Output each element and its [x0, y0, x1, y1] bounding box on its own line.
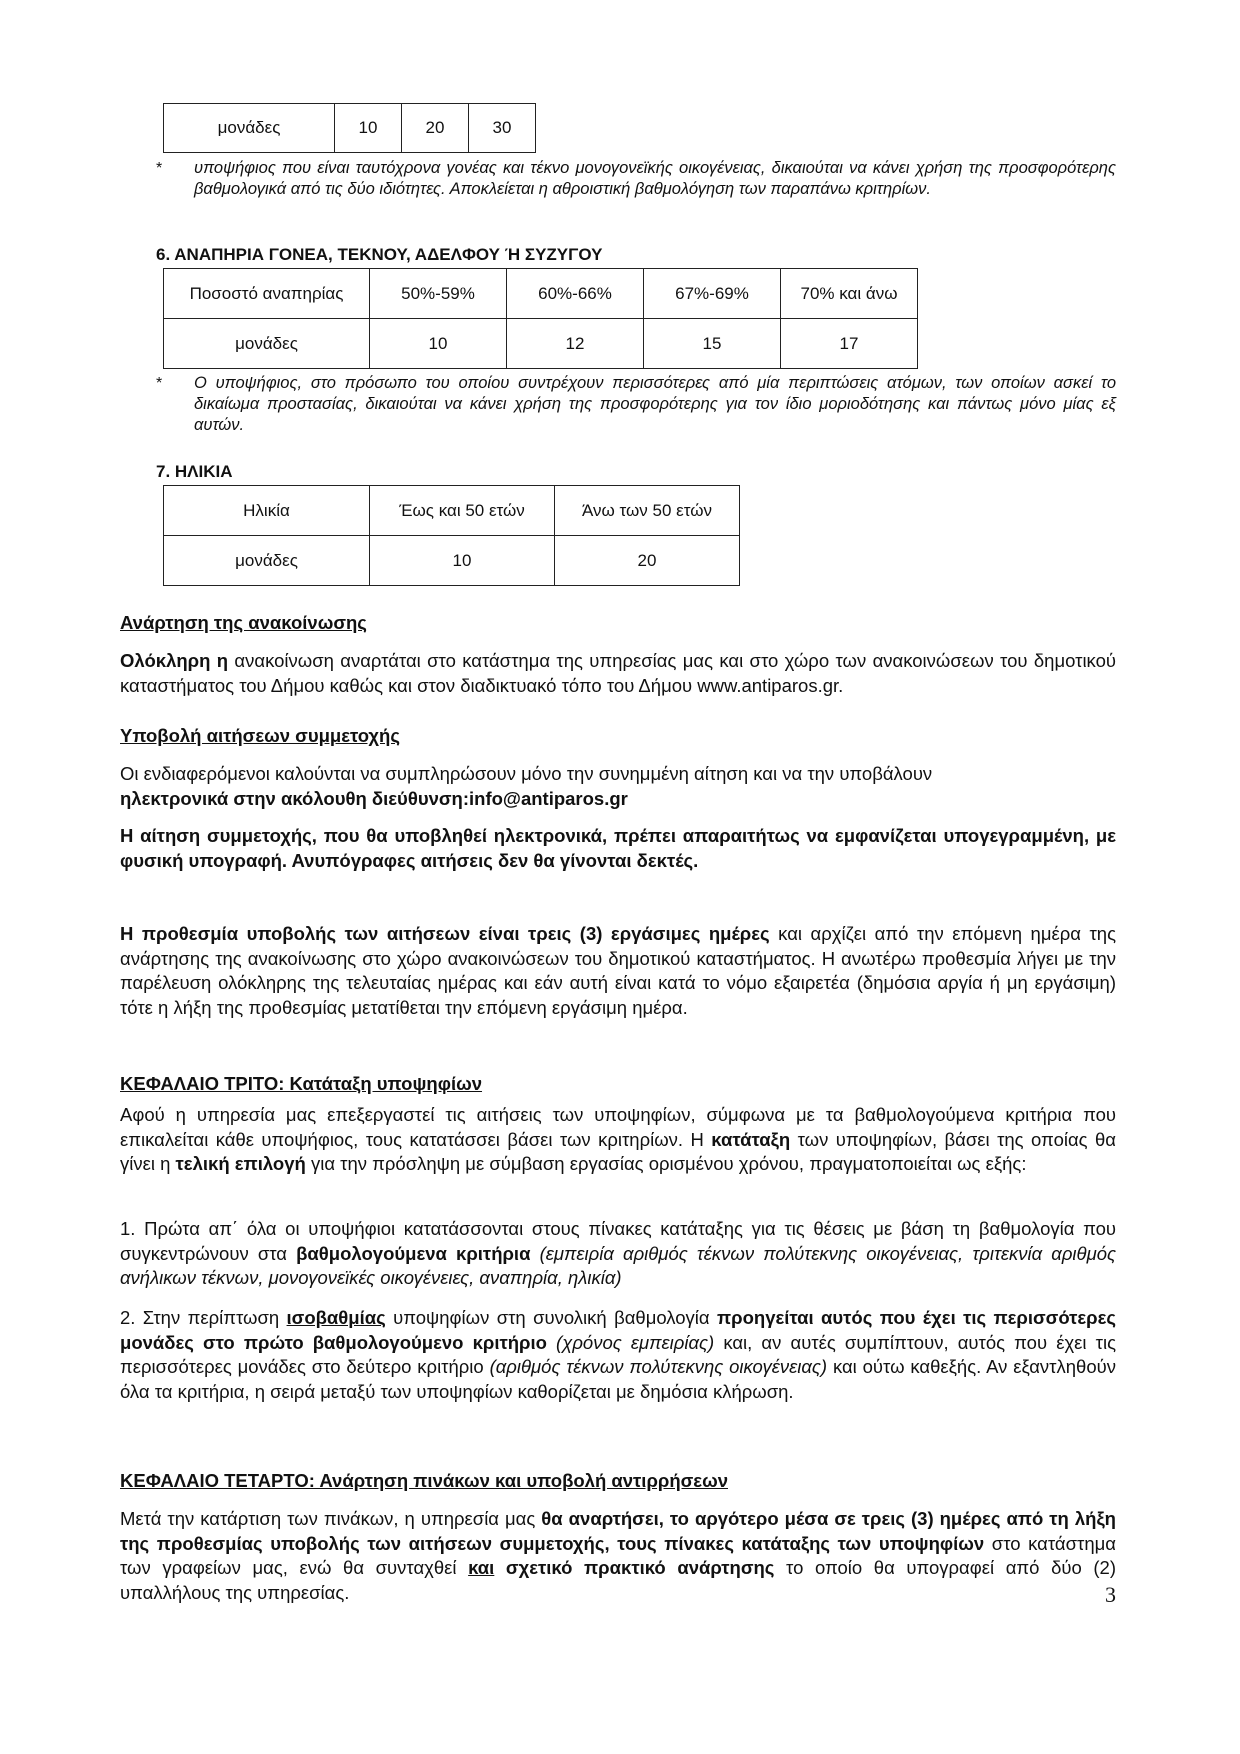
chapter3-paragraph-1: [120, 1103, 1116, 1177]
announcement-paragraph: [120, 649, 1116, 698]
table-cell: Έως και 50 ετών: [370, 486, 555, 536]
text-run: των υποψηφίων, βάσει της οποίας θα γίνει η: [120, 1128, 1116, 1174]
text-run: 1. Πρώτα απ΄ όλα οι υποψήφιοι κατατάσσονται στους πίνακες κατάταξης για τις θέσεις με βάση τη βαθμολογία που συγκεντρώνουν στα: [120, 1218, 1116, 1264]
submission-signature-text: Η αίτηση συμμετοχής, που θα υποβληθεί ηλεκτρονικά, πρέπει απαραιτήτως να εμφανίζεται υπογεγραμμένη, με φυσική υπογραφή. Ανυπόγραφες αιτήσεις δεν θα γίνονται δεκτές.: [120, 825, 1116, 871]
page-number: 3: [1105, 1582, 1116, 1607]
table-cell: μονάδες: [164, 536, 370, 586]
submission-title: Υποβολή αιτήσεων συμμετοχής: [120, 725, 400, 746]
table-cell: 10: [370, 319, 507, 369]
deadline-bold-lead: Η προθεσμία υποβολής των αιτήσεων είναι τρεις (3) εργάσιμες ημέρες: [120, 923, 770, 944]
deadline-text: και αρχίζει από την επόμενη ημέρα της ανάρτησης της ανακοίνωσης στο χώρο ανακοινώσεων του δημοτικού καταστήματος. Η ανωτέρω προθεσμία λήγει με την παρέλευση ολόκληρης της τελευταίας ημέρας και εάν αυτή είναι κατά το νόμο εξαιρετέα (δημόσια αργία ή μη εργάσιμη) τότε η λήξη της προθεσμίας μετατίθεται την επόμενη εργάσιμη ημέρα.: [120, 923, 1116, 1018]
deadline-paragraph: [120, 922, 1116, 1020]
table-cell: 70% και άνω: [781, 269, 918, 319]
text-run-bold: θα αναρτήσει, το αργότερο μέσα σε τρεις (3) ημέρες από τη λήξη της προθεσμίας υποβολής των αιτήσεων συμμετοχής, τους πίνακες κατάταξης των υποψηφίων: [120, 1508, 1116, 1554]
table-cell: 10: [335, 104, 402, 153]
announcement-bold-lead: Ολόκληρη η: [120, 650, 229, 671]
note-single-parent: [156, 158, 1116, 200]
text-run: στο κατάστημα των γραφείων μας, ενώ θα συνταχθεί: [120, 1532, 1116, 1578]
table-cell: μονάδες: [164, 104, 335, 153]
text-run-bold: βαθμολογούμενα κριτήρια: [296, 1242, 531, 1264]
note-text: Ο υποψήφιος, στο πρόσωπο του οποίου συντρέχουν περισσότερες από μία περιπτώσεις ατόμων, των οποίων ασκεί το δικαίωμα προστασίας, δικαιούται να κάνει χρήση της προσφορότερης για τον ίδιο μοριοδότησης και πάντως μόνο μίας εξ αυτών.: [194, 374, 1116, 434]
submission-email-line: [120, 787, 1116, 812]
note-text: υποψήφιος που είναι ταυτόχρονα γονέας και τέκνο μονογονεϊκής οικογένειας, δικαιούται να κάνει χρήση της προσφορότερης βαθμολογικά από τις δύο ιδιότητες. Αποκλείεται η αθροιστική βαθμολόγηση των παραπάνω κριτηρίων.: [194, 159, 1116, 198]
table-cell: 60%-66%: [507, 269, 644, 319]
text-run-bold: τελική επιλογή: [175, 1153, 306, 1174]
table-cell: 10: [370, 536, 555, 586]
submission-email-text: ηλεκτρονικά στην ακόλουθη διεύθυνση:info@antiparos.gr: [120, 788, 628, 809]
chapter4-title: ΚΕΦΑΛΑΙΟ ΤΕΤΑΡΤΟ: Ανάρτηση πινάκων και υποβολή αντιρρήσεων: [120, 1470, 728, 1491]
note-marker: *: [156, 375, 163, 392]
section-6-title: 6. ΑΝΑΠΗΡΙΑ ΓΟΝΕΑ, ΤΕΚΝΟΥ, ΑΔΕΛΦΟΥ Ή ΣΥΖΥΓΟΥ: [156, 245, 603, 264]
text-run-bold: σχετικό πρακτικό ανάρτησης: [494, 1557, 775, 1578]
text-run: 2. Στην περίπτωση: [120, 1307, 287, 1328]
table-cell: Άνω των 50 ετών: [555, 486, 740, 536]
text-run-italic: (αριθμός τέκνων πολύτεκνης οικογένειας): [489, 1356, 828, 1377]
text-run: το οποίο θα υπογραφεί από δύο (2) υπαλλήλους της υπηρεσίας.: [120, 1557, 1116, 1603]
note-disability: [156, 373, 1116, 436]
note-marker: *: [156, 160, 163, 177]
announcement-text: ανακοίνωση αναρτάται στο κατάστημα της υπηρεσίας μας και στο χώρο των ανακοινώσεων του δημοτικού καταστήματος του Δήμου καθώς και στον διαδικτυακό τόπο του Δήμου www.antiparos.gr.: [120, 650, 1116, 696]
submission-paragraph-1: [120, 762, 1116, 787]
announcement-title: Ανάρτηση της ανακοίνωσης: [120, 612, 367, 633]
chapter3-paragraph-3: [120, 1306, 1116, 1404]
chapter3-title: ΚΕΦΑΛΑΙΟ ΤΡΙΤΟ: Κατάταξη υποψηφίων: [120, 1073, 483, 1094]
table-cell: 12: [507, 319, 644, 369]
table-cell: 20: [555, 536, 740, 586]
table-cell: Ποσοστό αναπηρίας: [164, 269, 370, 319]
text-run-bold-underline: ισοβαθμίας: [286, 1307, 386, 1328]
table-cell: 15: [644, 319, 781, 369]
age-table: [163, 485, 740, 586]
submission-paragraph-2: [120, 824, 1116, 873]
disability-table: [163, 268, 918, 369]
text-run-bold-underline: και: [468, 1557, 495, 1578]
table-cell: μονάδες: [164, 319, 370, 369]
text-run-italic: (εμπειρία αριθμός τέκνων πολύτεκνης οικογένειας, τριτεκνία αριθμός ανήλικων τέκνων, μονογονεϊκές οικογένειες, αναπηρία, ηλικία): [120, 1242, 1116, 1288]
text-run: για την πρόσληψη με σύμβαση εργασίας ορισμένου χρόνου, πραγματοποιείται ως εξής:: [305, 1153, 1027, 1174]
text-run: υποψηφίων στη συνολική βαθμολογία: [385, 1307, 717, 1328]
table-cell: Ηλικία: [164, 486, 370, 536]
table-cell: 20: [402, 104, 469, 153]
text-run-italic: (χρόνος εμπειρίας): [546, 1331, 715, 1353]
text-run-bold: προηγείται αυτός που έχει τις περισσότερες μονάδες στο πρώτο βαθμολογούμενο κριτήριο: [120, 1307, 1116, 1353]
table-cell: 50%-59%: [370, 269, 507, 319]
table-cell: 67%-69%: [644, 269, 781, 319]
text-run: Μετά την κατάρτιση των πινάκων, η υπηρεσία μας: [120, 1508, 542, 1529]
chapter4-paragraph: [120, 1507, 1116, 1605]
top-points-table: [163, 103, 536, 153]
section-7-title: 7. ΗΛΙΚΙΑ: [156, 462, 233, 481]
text-run: Αφού η υπηρεσία μας επεξεργαστεί τις αιτήσεις των υποψηφίων, σύμφωνα με τα βαθμολογούμενα κριτήρια που επικαλείται κάθε υποψήφιος, τους κατατάσσει βάσει των κριτηρίων. Η: [120, 1104, 1116, 1150]
text-run: και, αν αυτές συμπίπτουν, αυτός που έχει τις περισσότερες μονάδες στο δεύτερο κριτήριο: [120, 1331, 1116, 1377]
table-cell: 30: [469, 104, 536, 153]
text-run-bold: κατάταξη: [711, 1128, 791, 1150]
text-run: και ούτω καθεξής. Αν εξαντληθούν όλα τα κριτήρια, η σειρά μεταξύ των υποψηφίων καθορίζεται με δημόσια κλήρωση.: [120, 1356, 1116, 1402]
chapter3-paragraph-2: [120, 1217, 1116, 1291]
submission-text: Οι ενδιαφερόμενοι καλούνται να συμπληρώσουν μόνο την συνημμένη αίτηση και να την υποβάλουν: [120, 763, 933, 784]
table-cell: 17: [781, 319, 918, 369]
